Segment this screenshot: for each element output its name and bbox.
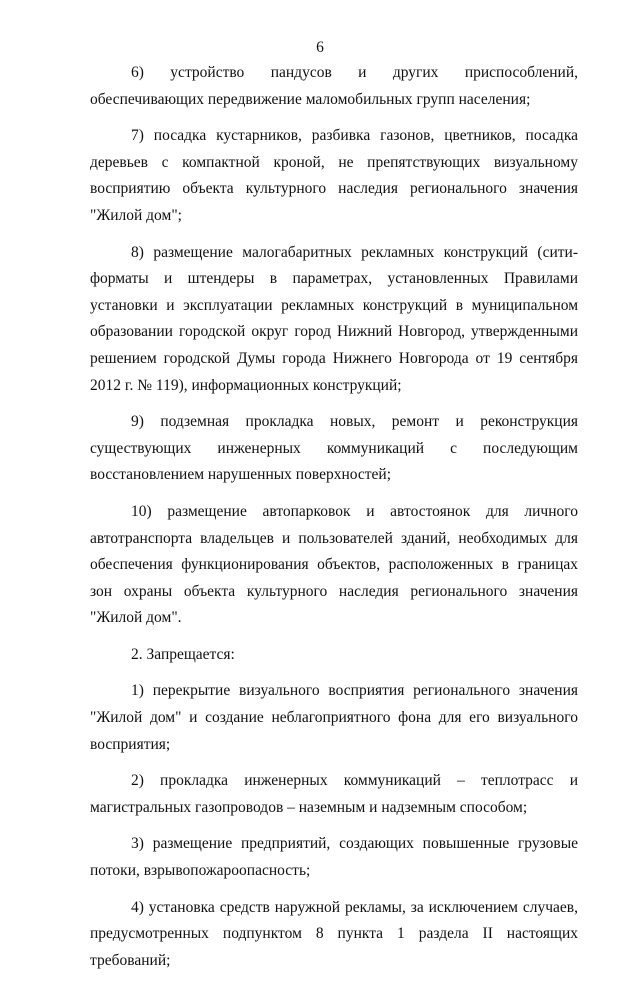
- document-body: [90, 60, 578, 984]
- prohibition-item-2: 2) прокладка инженерных коммуникаций – теплотрасс и магистральных газопроводов – наземным и надземным способом;: [90, 772, 578, 816]
- page-number: 6: [316, 39, 324, 56]
- prohibition-item-1: 1) перекрытие визуального восприятия регионального значения "Жилой дом" и создание неблагоприятного фона для его визуального восприятия;: [90, 682, 578, 753]
- prohibition-item-3: 3) размещение предприятий, создающих повышенные грузовые потоки, взрывопожароопасность;: [90, 835, 578, 880]
- paragraph-item-10: 10) размещение автопарковок и автостоянок для личного автотранспорта владельцев и пользователей зданий, необходимых для обеспечения функционирования объектов, расположенных в границах зон охраны объекта культурного наследия регионального значения "Жилой дом".: [90, 502, 578, 627]
- paragraph-item-8: 8) размещение малогабаритных рекламных конструкций (сити-форматы и штендеры в параметрах, установленных Правилами установки и эксплуатации рекламных конструкций в муниципальном образовании городской округ город Нижний Новгород, утвержденными решением городской Думы города Нижнего Новгорода от 19 сентября 2012 г. № 119), информационных конструкций;: [90, 243, 578, 394]
- paragraph-item-7: 7) посадка кустарников, разбивка газонов, цветников, посадка деревьев с компактной кроной, не препятствующих визуальному восприятию объекта культурного наследия регионального значения "Жилой дом";: [90, 127, 578, 224]
- prohibition-item-4: 4) установка средств наружной рекламы, за исключением случаев, предусмотренных подпунктом 8 пункта 1 раздела II настоящих требований;: [90, 898, 578, 969]
- paragraph-item-9: 9) подземная прокладка новых, ремонт и реконструкция существующих инженерных коммуникаций с последующим восстановлением нарушенных поверхностей;: [90, 413, 578, 484]
- section-heading-prohibited: 2. Запрещается:: [131, 645, 235, 663]
- paragraph-item-6: 6) устройство пандусов и других приспособлений, обеспечивающих передвижение маломобильных групп населения;: [90, 64, 578, 108]
